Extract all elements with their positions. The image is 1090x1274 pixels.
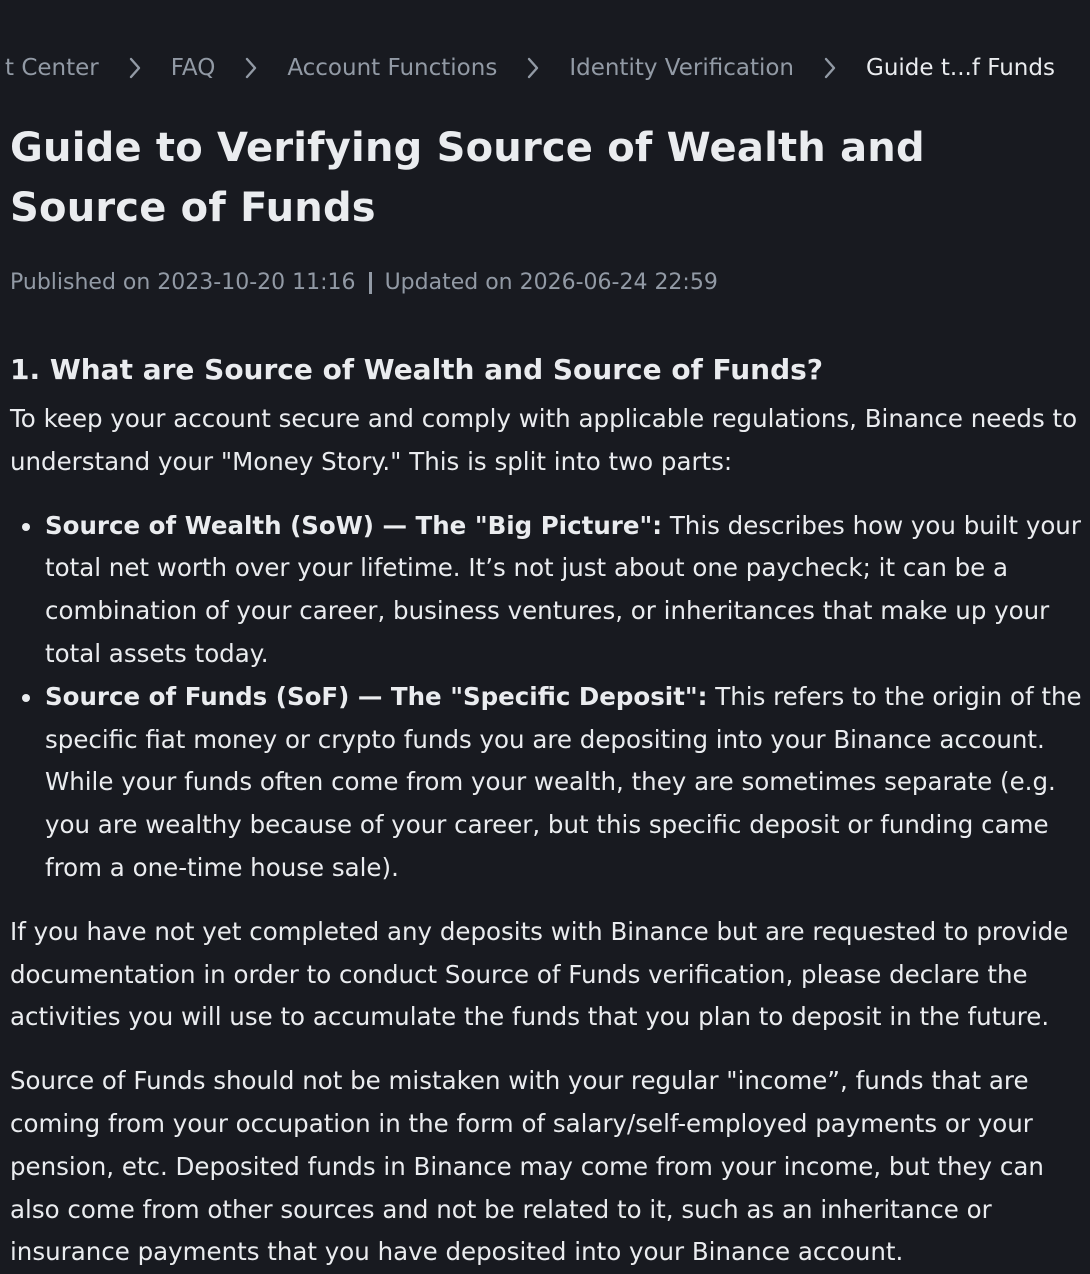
chevron-right-icon: [794, 50, 866, 86]
list-item-text: This refers to the origin of the specific fiat money or crypto funds you are depositing into your Binance account. While your funds often come from your wealth, they are sometimes separate (e.g. you are wealthy because of your career, but this specific deposit or funding came from a one-time house sale).: [45, 681, 1082, 882]
breadcrumb-item-identity-verification[interactable]: Identity Verification: [569, 55, 795, 81]
updated-date: Updated on 2026-06-24 22:59: [384, 270, 718, 295]
list-item-source-of-funds: [45, 676, 1082, 890]
definition-list: [10, 505, 1082, 890]
meta-divider: [369, 272, 372, 294]
breadcrumb: [5, 50, 1055, 86]
breadcrumb-item-current: Guide t...f Funds: [866, 55, 1055, 81]
section-heading: 1. What are Source of Wealth and Source of Funds?: [10, 353, 824, 386]
bullet-dot: [22, 694, 30, 702]
chevron-right-icon: [99, 50, 171, 86]
body-paragraph: If you have not yet completed any deposits with Binance but are requested to provide documentation in order to conduct Source of Funds verification, please declare the activities you will use to accumulate the funds that you plan to deposit in the future.: [10, 916, 1069, 1032]
chevron-right-icon: [497, 50, 569, 86]
list-item-term: Source of Wealth (SoW) — The "Big Picture":: [45, 510, 663, 540]
chevron-right-icon: [215, 50, 287, 86]
list-item-source-of-wealth: [45, 505, 1082, 676]
article-body: [10, 348, 1082, 1274]
intro-paragraph: To keep your account secure and comply with applicable regulations, Binance needs to understand your "Money Story." This is split into two parts:: [10, 404, 1078, 476]
published-date: Published on 2023-10-20 11:16: [10, 270, 356, 295]
list-item-text: This describes how you built your total net worth over your lifetime. It’s not just about one paycheck; it can be a combination of your career, business ventures, or inheritances that make up your total assets today.: [45, 510, 1081, 668]
breadcrumb-item-account-functions[interactable]: Account Functions: [287, 55, 498, 81]
body-paragraph: Source of Funds should not be mistaken with your regular "income”, funds that are coming from your occupation in the form of salary/self-employed payments or your pension, etc. Deposited funds in Binance may come from your income, but they can also come from other sources and not be related to it, such as an inheritance or insurance payments that you have deposited into your Binance account.: [10, 1066, 1044, 1267]
list-item-term: Source of Funds (SoF) — The "Specific Deposit":: [45, 681, 708, 711]
bullet-dot: [22, 523, 30, 531]
page-title: Guide to Verifying Source of Wealth and Source of Funds: [10, 125, 925, 231]
breadcrumb-item-support-center[interactable]: t Center: [5, 55, 99, 81]
article-meta: [10, 270, 718, 295]
breadcrumb-item-faq[interactable]: FAQ: [170, 55, 216, 81]
